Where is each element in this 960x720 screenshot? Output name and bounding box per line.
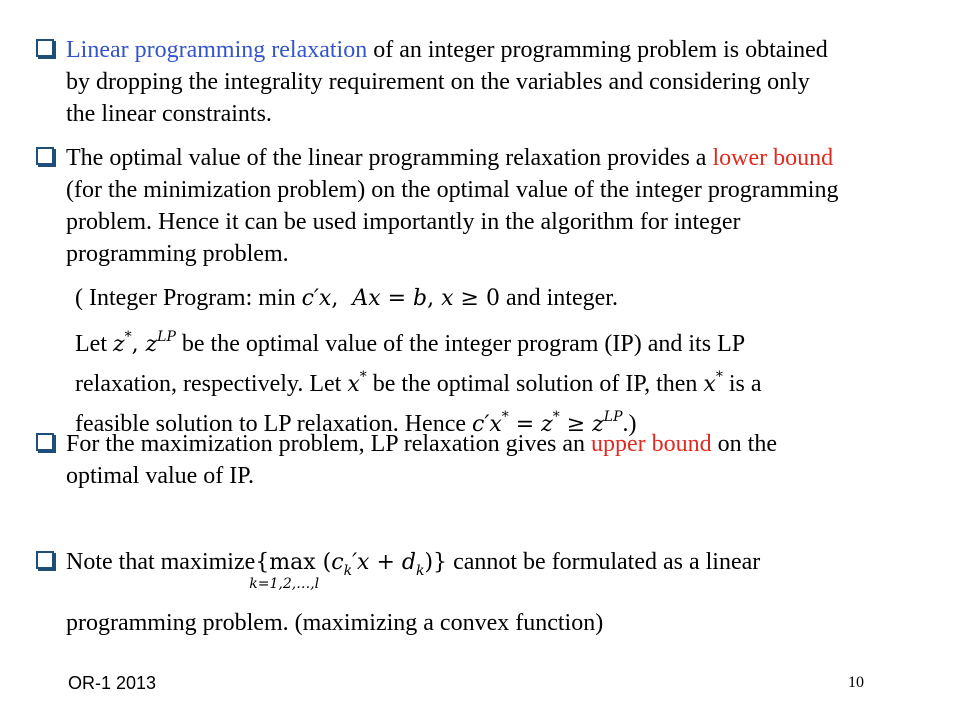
bullet-lower-bound	[36, 142, 838, 270]
bullet-line: programming problem.	[66, 241, 289, 267]
formula: $z^{LP}$	[592, 409, 623, 437]
text: relaxation, respectively. Let	[75, 371, 348, 397]
formula: ≥	[559, 412, 593, 437]
bullet-line: the linear constraints.	[66, 101, 272, 127]
formula: =	[508, 412, 542, 437]
formula: x*	[347, 369, 367, 397]
relaxation-line	[75, 361, 761, 401]
let-line	[75, 321, 761, 361]
bullet-convex-note	[36, 546, 760, 639]
formula: x	[441, 286, 454, 311]
ip-definition-line	[75, 282, 761, 315]
text: be the optimal value of the integer program (IP) and its LP	[175, 331, 746, 357]
text: .)	[622, 411, 637, 437]
bullet-line: optimal value of IP.	[66, 463, 254, 489]
formula: Ax	[352, 286, 381, 311]
bullet-line: problem. Hence it can be used importantly in the algorithm for integer	[66, 209, 741, 235]
integer-program-example	[75, 282, 761, 441]
text: Let	[75, 331, 113, 357]
bullet-line	[36, 428, 777, 460]
bullet-line: by dropping the integrality requirement on the variables and considering only	[66, 69, 810, 95]
bullet-line: (for the minimization problem) on the optimal value of the integer programming	[66, 177, 839, 203]
text: feasible solution to LP relaxation. Hence	[75, 411, 472, 437]
formula: x*	[703, 369, 723, 397]
bullet-upper-bound	[36, 428, 777, 492]
formula: (	[315, 550, 332, 575]
upper-bound-highlight: upper bound	[591, 431, 712, 457]
lp-relaxation-highlight: Linear programming relaxation	[66, 37, 368, 63]
text: is a	[722, 371, 762, 397]
formula: $d_k$	[401, 550, 425, 579]
formula: z*	[112, 329, 132, 357]
bullet-line: programming problem. (maximizing a convex function)	[66, 610, 604, 636]
text: cannot be formulated as a linear	[447, 549, 761, 575]
formula: c′x	[301, 286, 332, 311]
formula: +	[369, 550, 402, 575]
formula: )}	[424, 550, 448, 575]
bullet-line	[36, 34, 828, 66]
formula: $z^{LP}$	[145, 329, 176, 357]
text: Note that maximize	[66, 549, 256, 575]
checkbox-bullet-icon	[36, 551, 54, 569]
bullet-line	[36, 142, 838, 174]
text: of an integer programming problem is obtained	[367, 37, 828, 63]
formula: ,	[331, 286, 353, 311]
formula: b	[413, 286, 428, 311]
text: on the	[711, 431, 777, 457]
formula: ,	[427, 286, 442, 311]
checkbox-bullet-icon	[36, 39, 54, 57]
formula: z*	[541, 409, 560, 437]
checkbox-bullet-icon	[36, 147, 54, 165]
page-number: 10	[848, 674, 864, 691]
bullet-lp-relaxation	[36, 34, 828, 130]
formula: =	[380, 286, 414, 311]
max-operator: max k=1,2,…,l	[249, 550, 320, 592]
lower-bound-highlight: lower bound	[712, 145, 834, 171]
text: and integer.	[499, 285, 618, 311]
course-footer: OR-1 2013	[68, 673, 157, 693]
text: The optimal value of the linear programming relaxation provides a	[66, 145, 713, 171]
text: For the maximization problem, LP relaxation gives an	[66, 431, 591, 457]
formula: c′x*	[472, 409, 509, 437]
checkbox-bullet-icon	[36, 433, 54, 451]
formula: $c_k'x$	[331, 550, 370, 579]
text: be the optimal solution of IP, then	[366, 371, 704, 397]
bullet-line	[36, 546, 761, 592]
text: ( Integer Program: min	[75, 285, 302, 311]
formula: ≥ 0	[453, 286, 500, 311]
formula: ,	[131, 332, 146, 357]
formula: {	[255, 550, 270, 575]
